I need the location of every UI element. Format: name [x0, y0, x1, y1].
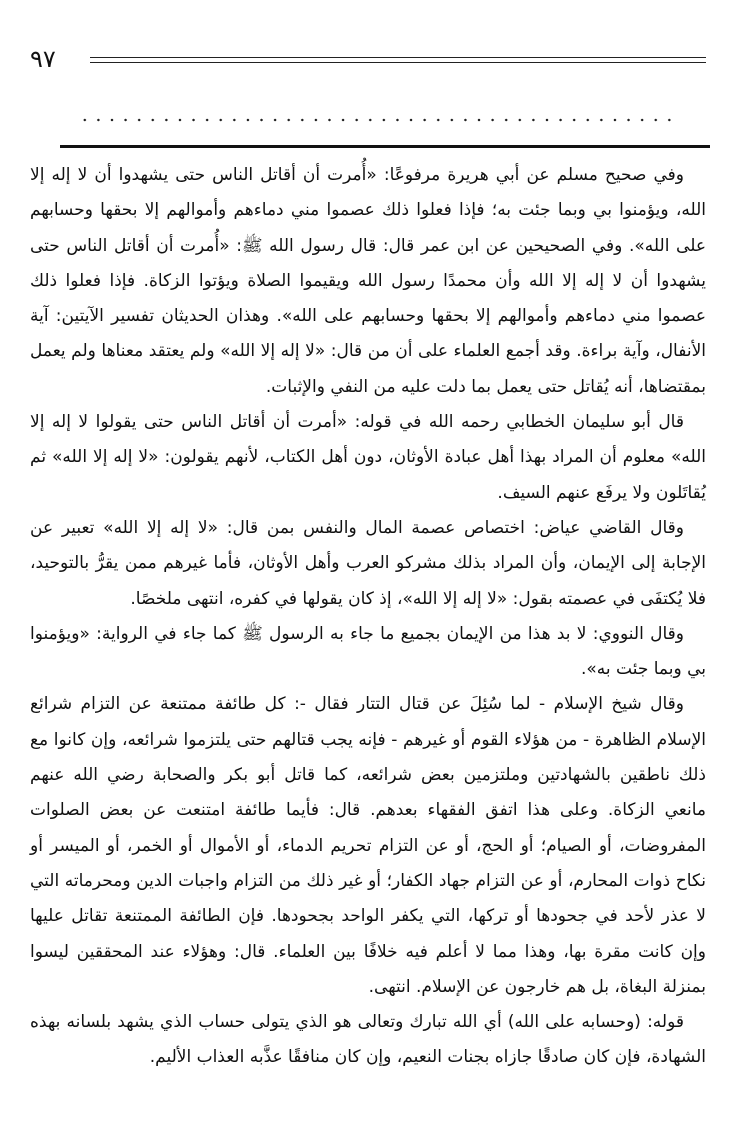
page-body: [30, 158, 706, 1076]
paragraph-nawawi: وقال النووي: لا بد هذا من الإيمان بجميع ما جاء به الرسول ﷺ كما جاء في الرواية: «ويؤمنوا بي وبما جئت به».: [30, 623, 706, 680]
paragraph-qadi-iyad: وقال القاضي عياض: اختصاص عصمة المال والنفس بمن قال: «لا إله إلا الله» تعبير عن الإجابة إلى الإيمان، وأن المراد بذلك مشركو العرب وأهل الأوثان، فأما غيرهم ممن يقرُّ بالتوحيد، فلا يُكتفَى في عصمته بقول: «لا إله إلا الله»، إذ كان يقولها في كفره، انتهى ملخصًا.: [30, 517, 706, 609]
paragraph-hisabuhu: قوله: (وحسابه على الله) أي الله تبارك وتعالى هو الذي يتولى حساب الذي يشهد بلسانه بهذه الشهادة، فإن كان صادقًا جازاه بجنات النعيم، وإن كان منافقًا عذَّبه العذاب الأليم.: [30, 1012, 706, 1068]
paragraph-khattabi: قال أبو سليمان الخطابي رحمه الله في قوله: «أمرت أن أقاتل الناس حتى يقولوا لا إله إلا الله» معلوم أن المراد بهذا أهل عبادة الأوثان، دون أهل الكتاب، لأنهم يقولون: «لا إله إلا الله» ثم يُقاتَلون ولا يرفَع عنهم السيف.: [30, 412, 706, 503]
dotted-separator: [78, 117, 681, 123]
paragraph-shaykh-al-islam: وقال شيخ الإسلام - لما سُئِلَ عن قتال التتار فقال -: كل طائفة ممتنعة عن التزام شرائع الإسلام الظاهرة - من هؤلاء القوم أو غيرهم - فإنه يجب قتالهم حتى يلتزموا شرائعه، وإن كانوا مع ذلك ناطقين بالشهادتين وملتزمين بعض شرائعه، كما قاتل أبو بكر والصحابة رضي الله عنهم مانعي الزكاة. وعلى هذا اتفق الفقهاء بعدهم. قال: فأيما طائفة امتنعت عن بعض الصلوات المفروضات، أو الصيام؛ أو الحج، أو عن التزام تحريم الدماء، أو الأموال أو الخمر، أو الميسر أو نكاح ذوات المحارم، أو عن التزام جهاد الكفار؛ أو غير ذلك من التزام واجبات الدين ومحرماته التي لا عذر لأحد في جحودها أو تركها، التي يكفر الواحد بجحودها. فإن الطائفة الممتنعة تقاتل عليها وإن كانت مقرة بها، وهذا مما لا أعلم فيه خلافًا بين العلماء. قال: وهؤلاء عند المحققين ليسوا بمنزلة البغاة، بل هم خارجون عن الإسلام. انتهى.: [30, 694, 706, 997]
page-number: ٩٧: [30, 45, 56, 73]
header-rule-secondary: [90, 62, 706, 63]
paragraph-hadith-muslim: وفي صحيح مسلم عن أبي هريرة مرفوعًا: «أُمرت أن أقاتل الناس حتى يشهدوا أن لا إله إلا الله، ويؤمنوا بي وبما جئت به؛ فإذا فعلوا ذلك عصموا مني دماءهم وأموالهم إلا بحقها وحسابهم على الله». وفي الصحيحين عن ابن عمر قال: قال رسول الله ﷺ: «أُمرت أن أقاتل الناس حتى يشهدوا أن لا إله إلا الله وأن محمدًا رسول الله ويقيموا الصلاة ويؤتوا الزكاة. فإذا فعلوا ذلك عصموا مني دماءهم وأموالهم إلا بحقها وحسابهم على الله». وهذان الحديثان تفسير الآيتين: آية الأنفال، وآية براءة. وقد أجمع العلماء على أن من قال: «لا إله إلا الله» ولم يعتقد معناها ولم يعمل بمقتضاها، أنه يُقاتل حتى يعمل بما دلت عليه من النفي والإثبات.: [30, 165, 706, 397]
header-rule: [90, 57, 706, 58]
section-divider: [60, 145, 710, 148]
